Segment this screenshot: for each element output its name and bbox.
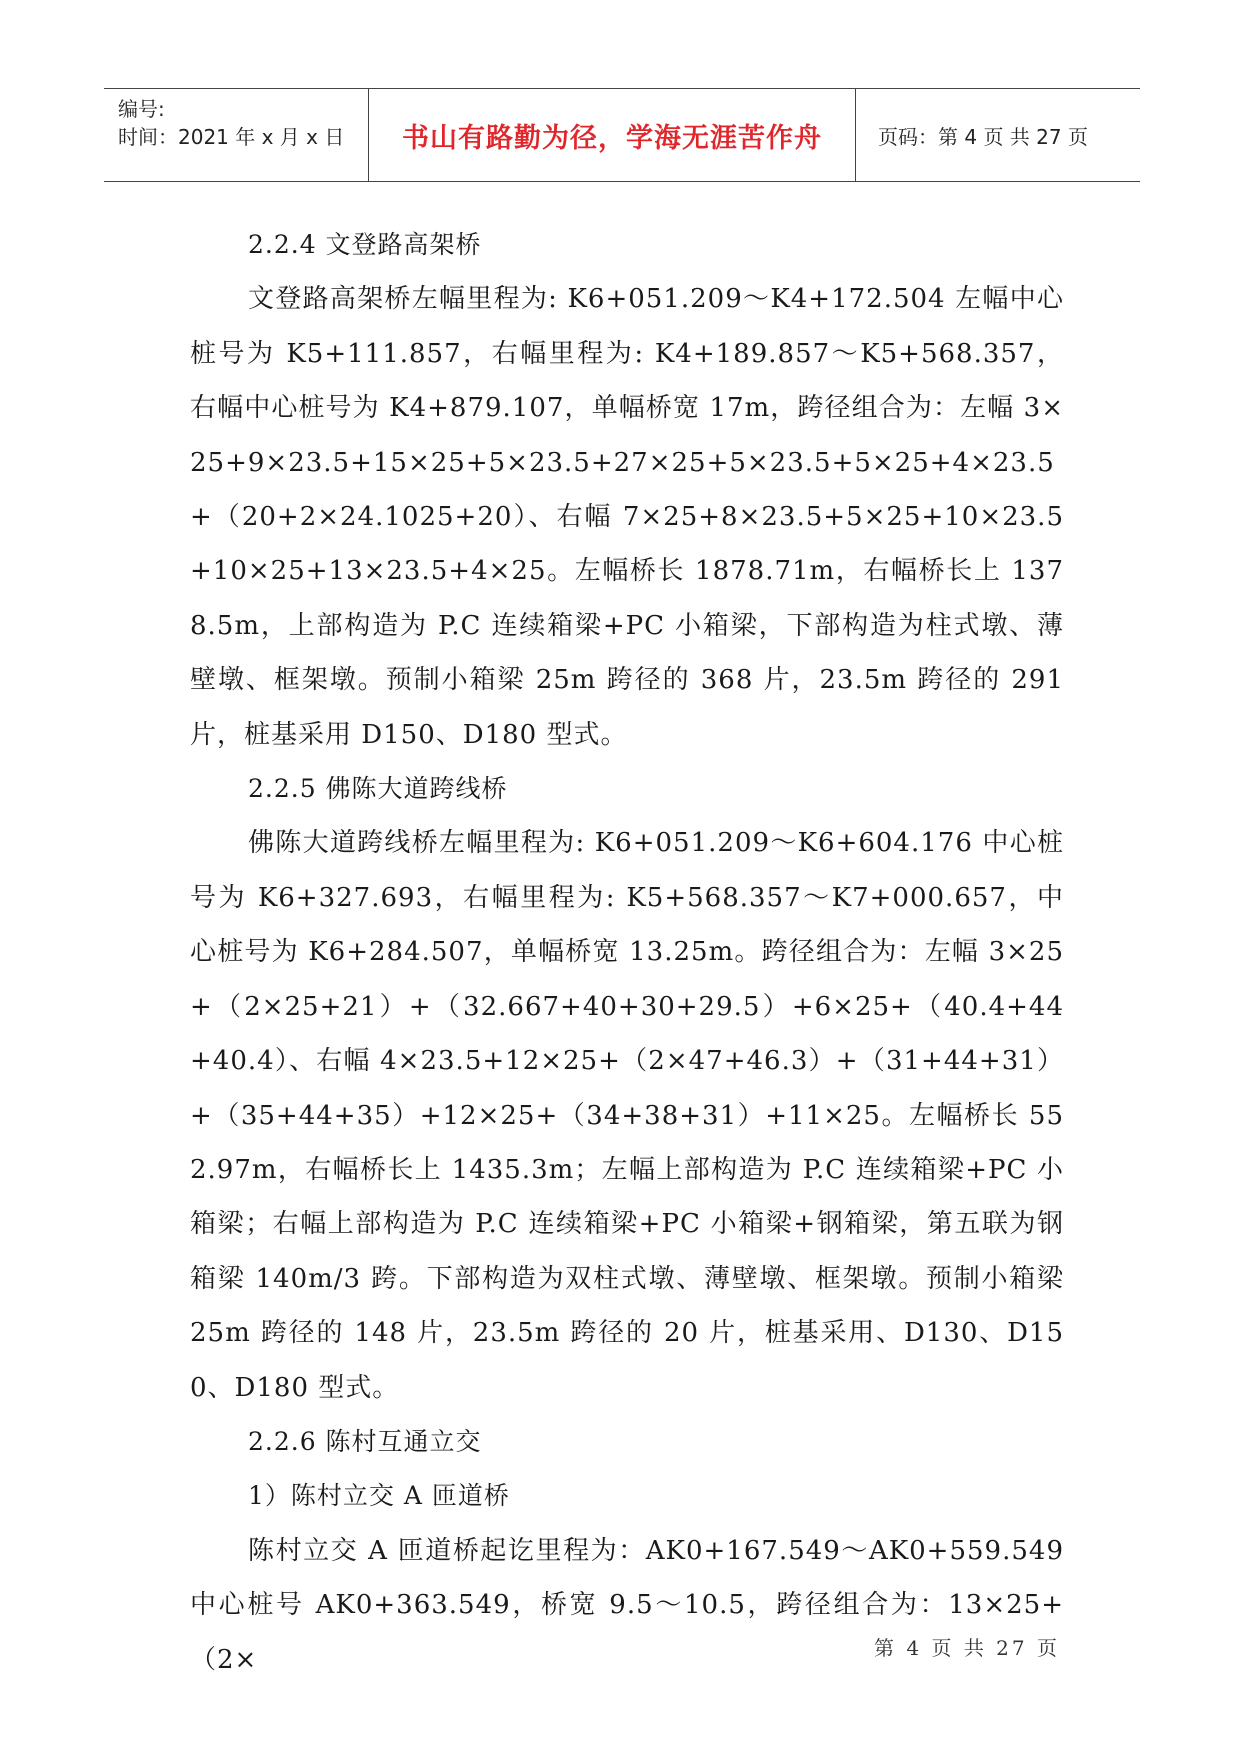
header-meta (104, 89, 368, 181)
header-motto-cell (368, 89, 856, 181)
document-body (190, 218, 1064, 1687)
time-label: 时间：2021 年 x 月 x 日 (118, 125, 345, 149)
page-header (104, 88, 1140, 182)
header-page-cell (856, 89, 1140, 181)
section-heading: 2.2.5 佛陈大道跨线桥 (248, 774, 508, 804)
section-heading: 2.2.6 陈村互通立交 (248, 1426, 482, 1456)
page-footer: 第 4 页 共 27 页 (874, 1636, 1060, 1660)
subsection-heading: 1）陈村立交 A 匝道桥 (248, 1481, 510, 1511)
section-heading: 2.2.4 文登路高架桥 (248, 230, 482, 259)
motto-text: 书山有路勤为径，学海无涯苦作舟 (402, 122, 822, 154)
body-paragraph: 佛陈大道跨线桥左幅里程为: K6+051.209～K6+604.176 中心桩号为 K6+327.693，右幅里程为: K5+568.357～K7+000.657，中心桩号为 K6+284.507，单幅桥宽 13.25m。跨径组合为：左幅 3×25+（2×25+21）+（32.667+40+30+29.5）+6×25+（40.4+44+40.4）、右幅 4×23.5+12×25+（2×47+46.3）+（31+44+31）+（35+44+35）+12×25+（34+38+31）+11×25。左幅桥长 552.97m，右幅桥长上 1435.3m；左幅上部构造为 P.C 连续箱梁+PC 小箱梁；右幅上部构造为 P.C 连续箱梁+PC 小箱梁+钢箱梁，第五联为钢箱梁 140m/3 跨。下部构造为双柱式墩、薄壁墩、框架墩。预制小箱梁 25m 跨径的 148 片，23.5m 跨径的 20 片，桩基采用、D130、D150、D180 型式。 (190, 828, 1064, 1403)
body-paragraph: 陈村立交 A 匝道桥起讫里程为：AK0+167.549～AK0+559.549 中心桩号 AK0+363.549，桥宽 9.5～10.5，跨径组合为：13×25+（2× (190, 1535, 1064, 1675)
page-label: 页码：第 4 页 共 27 页 (878, 124, 1088, 149)
number-label: 编号: (118, 97, 165, 121)
body-paragraph: 文登路高架桥左幅里程为: K6+051.209～K4+172.504 左幅中心桩号为 K5+111.857，右幅里程为: K4+189.857～K5+568.357，右幅中心桩号为 K4+879.107，单幅桥宽 17m，跨径组合为：左幅 3×25+9×23.5+15×25+5×23.5+27×25+5×23.5+5×25+4×23.5+（20+2×24.1025+20）、右幅 7×25+8×23.5+5×25+10×23.5+10×25+13×23.5+4×25。左幅桥长 1878.71m，右幅桥长上 1378.5m，上部构造为 P.C 连续箱梁+PC 小箱梁，下部构造为柱式墩、薄壁墩、框架墩。预制小箱梁 25m 跨径的 368 片，23.5m 跨径的 291 片，桩基采用 D150、D180 型式。 (190, 284, 1064, 750)
